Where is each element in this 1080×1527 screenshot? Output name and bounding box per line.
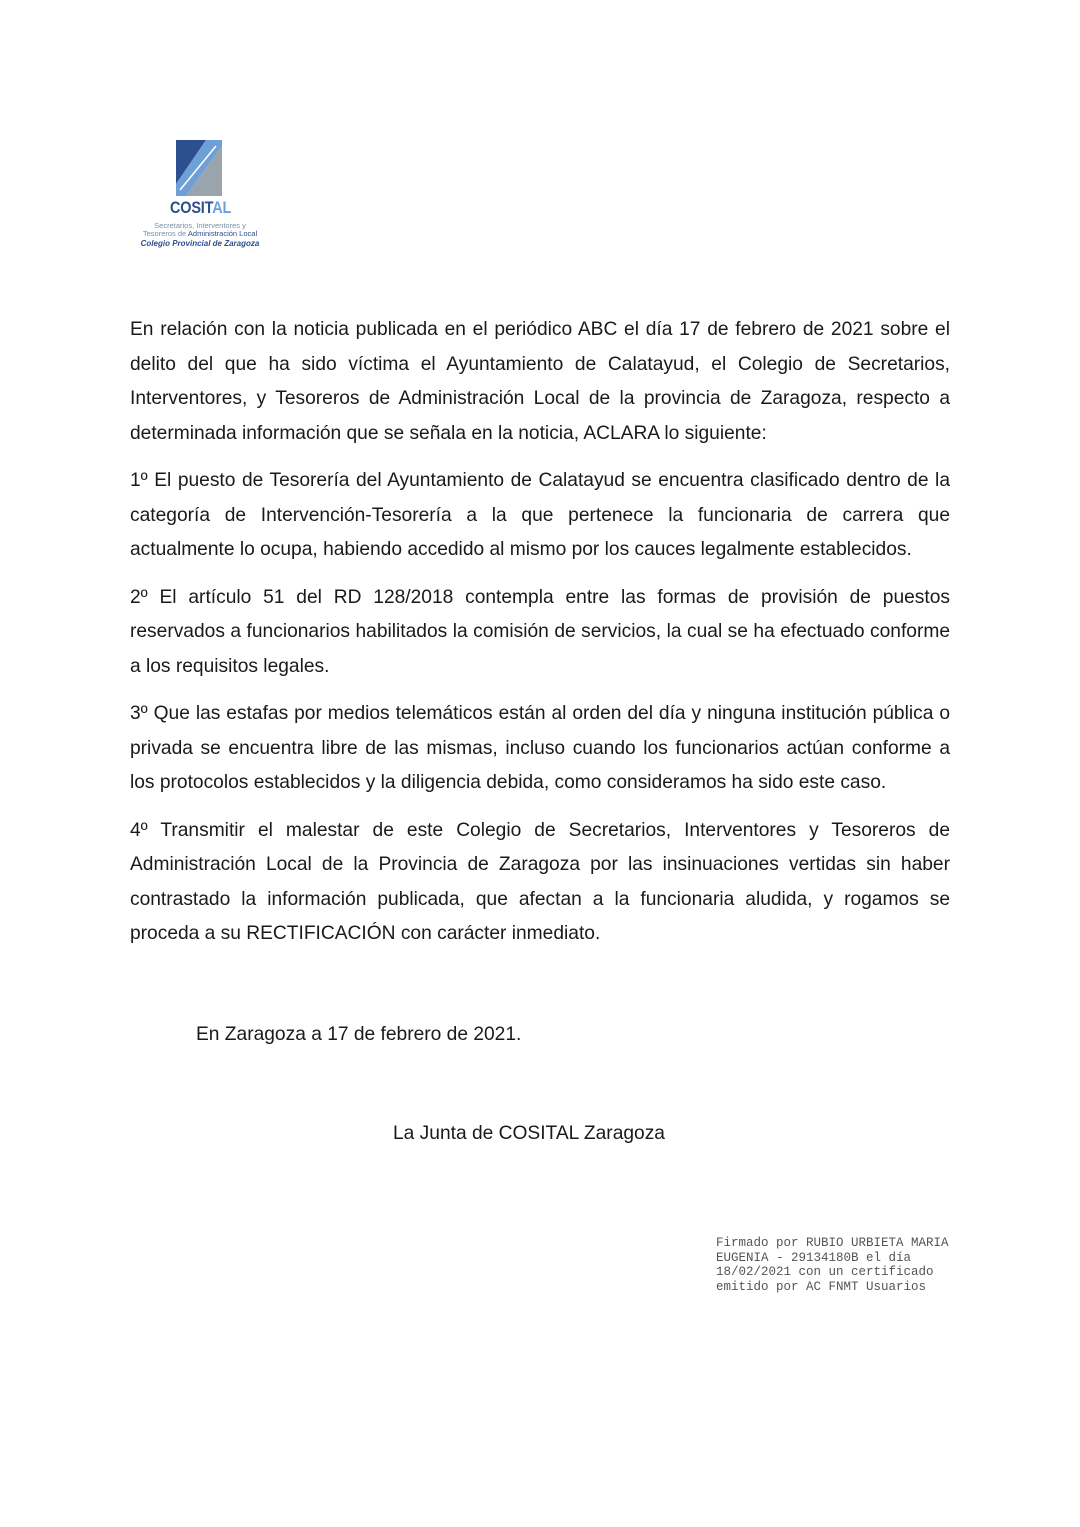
signature-line-3: 18/02/2021 con un certificado: [716, 1265, 934, 1279]
logo-subtitle-line-1: Secretarios, Interventores y: [154, 221, 246, 230]
signature-line-2: EUGENIA - 29134180B el día: [716, 1250, 912, 1265]
logo-subtitle-line-2: Tesoreros de Administración Local: [142, 229, 258, 238]
paragraph-point-3: 3º Que las estafas por medios telemáticos están al orden del día y ninguna institución pública o privada se encuentra libre de las mismas, incluso cuando los funcionarios actúan conforme a los protocolos establecidos y la diligencia debida, como consideramos ha sido este caso.: [130, 703, 950, 793]
signer: La Junta de COSITAL Zaragoza: [393, 1123, 665, 1144]
signature-line-1: Firmado por RUBIO URBIETA MARIA: [716, 1236, 949, 1250]
place-and-date: En Zaragoza a 17 de febrero de 2021.: [196, 1024, 522, 1045]
logo-wordmark: COSITAL: [170, 198, 232, 217]
logo-subtitle-line-3: Colegio Provincial de Zaragoza: [140, 239, 260, 248]
paragraph-point-4: 4º Transmitir el malestar de este Colegio de Secretarios, Interventores y Tesoreros de Administración Local de la Provincia de Zaragoza por las insinuaciones vertidas sin haber contrastado la información publicada, que afectan a la funcionaria aludida, y rogamos se proceda a su RECTIFICACIÓN con carácter inmediato.: [130, 819, 950, 944]
digital-signature-stamp: [716, 1236, 1006, 1294]
signature-line-4: emitido por AC FNMT Usuarios: [716, 1279, 927, 1294]
paragraph-intro: En relación con la noticia publicada en el periódico ABC el día 17 de febrero de 2021 sobre el delito del que ha sido víctima el Ayuntamiento de Calatayud, el Colegio de Secretarios, Interventores, y Tesoreros de Administración Local de la provincia de Zaragoza, respecto a determinada información que se señala en la noticia, ACLARA lo siguiente:: [130, 319, 950, 444]
paragraph-point-2: 2º El artículo 51 del RD 128/2018 contempla entre las formas de provisión de puestos reservados a funcionarios habilitados la comisión de servicios, la cual se ha efectuado conforme a los requisitos legales.: [130, 586, 950, 677]
paragraph-point-1: 1º El puesto de Tesorería del Ayuntamiento de Calatayud se encuentra clasificado dentro de la categoría de Intervención-Tesorería a la que pertenece la funcionaria de carrera que actualmente lo ocupa, habiendo accedido al mismo por los cauces legalmente establecidos.: [130, 470, 950, 560]
letter-body: [130, 313, 950, 965]
cosital-emblem-icon: [176, 140, 222, 196]
cosital-logo: [130, 140, 270, 255]
